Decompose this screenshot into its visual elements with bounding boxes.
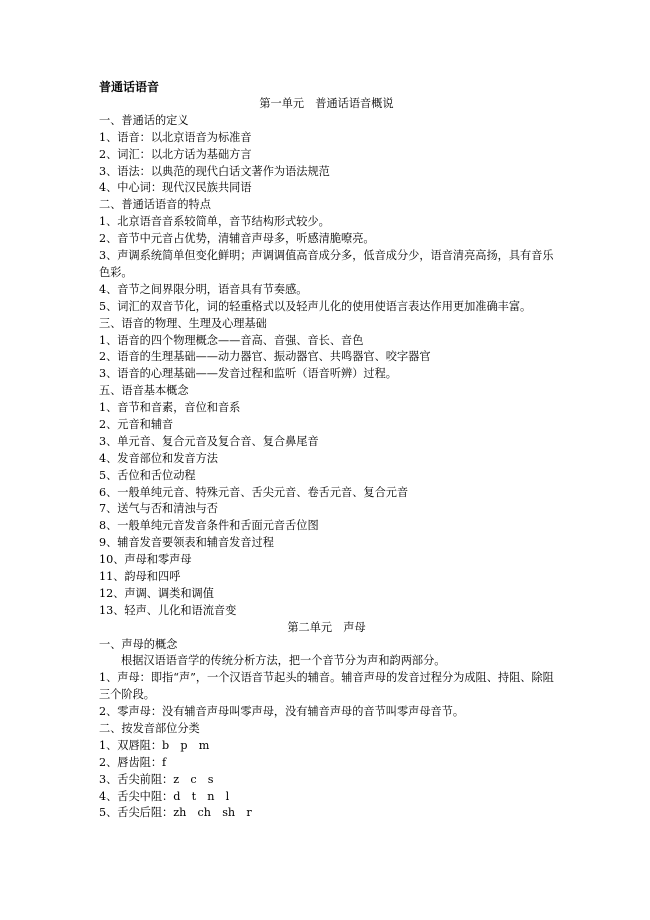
list-item: 1、语音：以北京语音为标准音 <box>99 130 252 144</box>
section-heading: 二、按发音部位分类 <box>99 722 200 736</box>
section-heading: 五、语音基本概念 <box>99 384 189 398</box>
list-item: 6、一般单纯元音、特殊元音、舌尖元音、卷舌元音、复合元音 <box>99 485 409 499</box>
list-item: 1、音节和音素，音位和音系 <box>99 401 241 415</box>
section-heading: 三、语音的物理、生理及心理基础 <box>99 316 267 330</box>
list-item: 1、双唇阻：b p m <box>99 738 210 752</box>
list-item: 1、语音的四个物理概念——音高、音强、音长、音色 <box>99 333 364 347</box>
section-heading: 一、声母的概念 <box>99 637 178 651</box>
list-item: 2、唇齿阻：f <box>99 755 167 769</box>
list-item: 3、舌尖前阻：z c s <box>99 772 214 786</box>
list-item: 2、零声母：没有辅音声母叫零声母，没有辅音声母的音节叫零声母音节。 <box>99 705 465 719</box>
list-item: 4、中心词：现代汉民族共同语 <box>99 181 252 195</box>
list-item: 13、轻声、儿化和语流音变 <box>99 603 237 617</box>
list-item: 7、送气与否和清浊与否 <box>99 502 218 516</box>
list-item: 3、声调系统简单但变化鲜明；声调调值高音成分多，低音成分少，语音清亮高扬，具有音乐色彩。 <box>99 249 554 279</box>
list-item: 2、音节中元音占优势，清辅音声母多，听感清脆嘹亮。 <box>99 232 375 246</box>
document-body <box>99 96 554 822</box>
list-item: 10、声母和零声母 <box>99 553 192 567</box>
list-item: 4、音节之间界限分明，语音具有节奏感。 <box>99 282 308 296</box>
unit-heading: 第一单元 普通话语音概说 <box>259 97 394 110</box>
document-title: 普通话语音 <box>99 80 160 94</box>
list-item: 3、语法：以典范的现代白话文著作为语法规范 <box>99 164 330 178</box>
list-item: 4、舌尖中阻：d t n l <box>99 789 230 803</box>
section-heading: 一、普通话的定义 <box>99 113 189 127</box>
list-item: 12、声调、调类和调值 <box>99 586 214 600</box>
list-item: 9、辅音发音要领表和辅音发音过程 <box>99 536 274 550</box>
list-item: 3、语音的心理基础——发音过程和监听（语音听辨）过程。 <box>99 367 397 381</box>
section-heading: 二、普通话语音的特点 <box>99 198 211 212</box>
list-item: 2、元音和辅音 <box>99 417 174 431</box>
list-item: 5、舌位和舌位动程 <box>99 468 196 482</box>
list-item: 2、语音的生理基础——动力器官、振动器官、共鸣器官、咬字器官 <box>99 350 431 364</box>
list-item: 4、发音部位和发音方法 <box>99 451 218 465</box>
list-item: 11、韵母和四呼 <box>99 569 181 583</box>
list-item: 1、声母：即指“声”，一个汉语音节起头的辅音。辅音声母的发音过程分为成阻、持阻、除阻三个阶段。 <box>99 671 554 702</box>
list-item: 5、舌尖后阻：zh ch sh r <box>99 806 252 820</box>
list-item: 8、一般单纯元音发音条件和舌面元音舌位图 <box>99 519 319 533</box>
unit-heading: 第二单元 声母 <box>287 620 366 634</box>
paragraph: 根据汉语语音学的传统分析方法，把一个音节分为声和韵两部分。 <box>121 654 446 668</box>
list-item: 5、词汇的双音节化，词的轻重格式以及轻声儿化的使用使语言表达作用更加准确丰富。 <box>99 299 532 313</box>
list-item: 3、单元音、复合元音及复合音、复合鼻尾音 <box>99 434 319 448</box>
list-item: 1、北京语音音系较简单，音节结构形式较少。 <box>99 215 330 229</box>
list-item: 2、词汇：以北方话为基础方言 <box>99 147 252 161</box>
